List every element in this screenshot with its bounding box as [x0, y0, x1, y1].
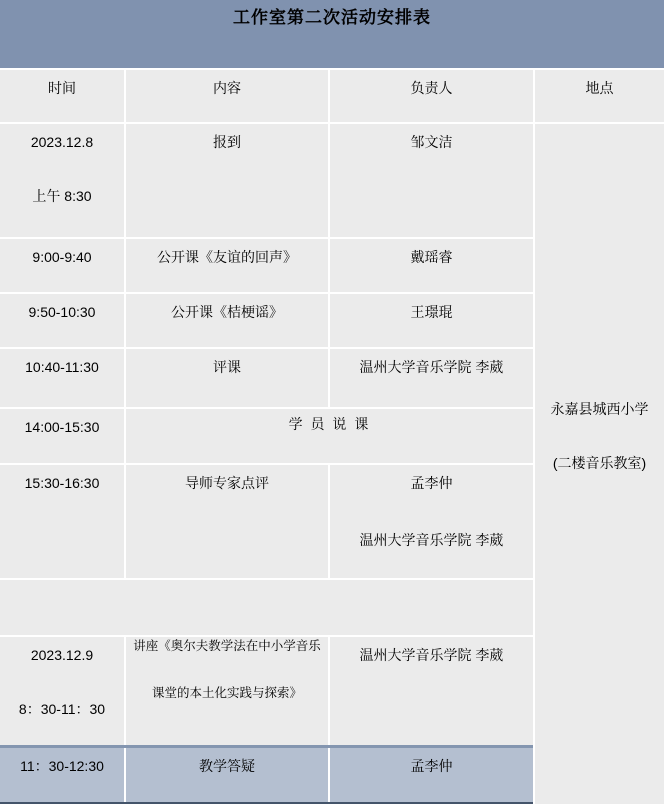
row7-content-line1: 讲座《奥尔夫教学法在中小学音乐 — [133, 639, 321, 653]
row1-lead-cell — [330, 124, 533, 237]
row2-time-cell — [0, 239, 124, 292]
column-header-content-label: 内容 — [213, 80, 241, 96]
row5-time-cell — [0, 409, 124, 463]
row7-time-cell — [0, 637, 124, 745]
page-title: 工作室第二次活动安排表 — [233, 8, 431, 27]
row8-content-cell — [126, 748, 328, 802]
row3-time-cell — [0, 294, 124, 347]
row6-lead-1: 孟李仲 — [410, 475, 453, 491]
row1-content-cell — [126, 124, 328, 237]
row6-lead-cell — [330, 465, 533, 578]
row3-time: 9:50-10:30 — [28, 304, 96, 320]
row2-lead: 戴瑶睿 — [410, 249, 453, 265]
row3-lead-cell — [330, 294, 533, 347]
venue-line1: 永嘉县城西小学 — [550, 401, 649, 417]
row4-lead: 温州大学音乐学院 李葳 — [359, 359, 504, 375]
row5-content-cell-merged — [126, 409, 533, 463]
venue-line2: (二楼音乐教室) — [552, 455, 647, 471]
row2-lead-cell — [330, 239, 533, 292]
row4-time: 10:40-11:30 — [25, 359, 99, 375]
row6-content: 导师专家点评 — [185, 475, 269, 491]
row1-time: 上午 8:30 — [32, 188, 92, 204]
row1-lead: 邹文洁 — [410, 134, 453, 150]
column-header-lead-label: 负责人 — [410, 80, 453, 96]
column-header-content — [126, 70, 328, 122]
column-header-venue — [535, 70, 664, 122]
row3-content: 公开课《桔梗谣》 — [171, 304, 283, 320]
row7-content-line2: 课堂的本土化实践与探索》 — [151, 686, 302, 700]
row2-content: 公开课《友谊的回声》 — [157, 249, 297, 265]
spacer-row — [0, 580, 533, 635]
row4-time-cell — [0, 349, 124, 407]
row4-content: 评课 — [213, 359, 241, 375]
row7-time: 8：30-11：30 — [18, 701, 106, 717]
row5-time: 14:00-15:30 — [24, 419, 100, 435]
column-header-lead — [330, 70, 533, 122]
row5-content: 学 员 说 课 — [288, 416, 371, 432]
row8-time-cell — [0, 748, 124, 802]
row6-time-cell — [0, 465, 124, 578]
row2-content-cell — [126, 239, 328, 292]
row7-date: 2023.12.9 — [30, 647, 94, 663]
row7-content-cell — [126, 637, 328, 745]
row1-content: 报到 — [213, 134, 241, 150]
row2-time: 9:00-9:40 — [32, 249, 92, 265]
row8-lead-cell — [330, 748, 533, 802]
row1-date: 2023.12.8 — [30, 134, 94, 150]
row8-time: 11：30-12:30 — [20, 758, 104, 774]
venue-cell-merged — [535, 124, 664, 804]
row7-lead: 温州大学音乐学院 李葳 — [359, 647, 504, 663]
row4-content-cell — [126, 349, 328, 407]
row6-time: 15:30-16:30 — [24, 475, 100, 491]
row8-content: 教学答疑 — [199, 758, 255, 774]
row3-content-cell — [126, 294, 328, 347]
column-header-time-label: 时间 — [48, 80, 76, 96]
row1-time-cell — [0, 124, 124, 237]
row6-lead-2: 温州大学音乐学院 李葳 — [359, 532, 504, 548]
row4-lead-cell — [330, 349, 533, 407]
row6-content-cell — [126, 465, 328, 578]
row3-lead: 王璟琨 — [410, 304, 453, 320]
row7-lead-cell — [330, 637, 533, 745]
table-title-bar — [0, 0, 664, 68]
column-header-venue-label: 地点 — [585, 80, 614, 96]
column-header-time — [0, 70, 124, 122]
row8-lead: 孟李仲 — [410, 758, 453, 774]
